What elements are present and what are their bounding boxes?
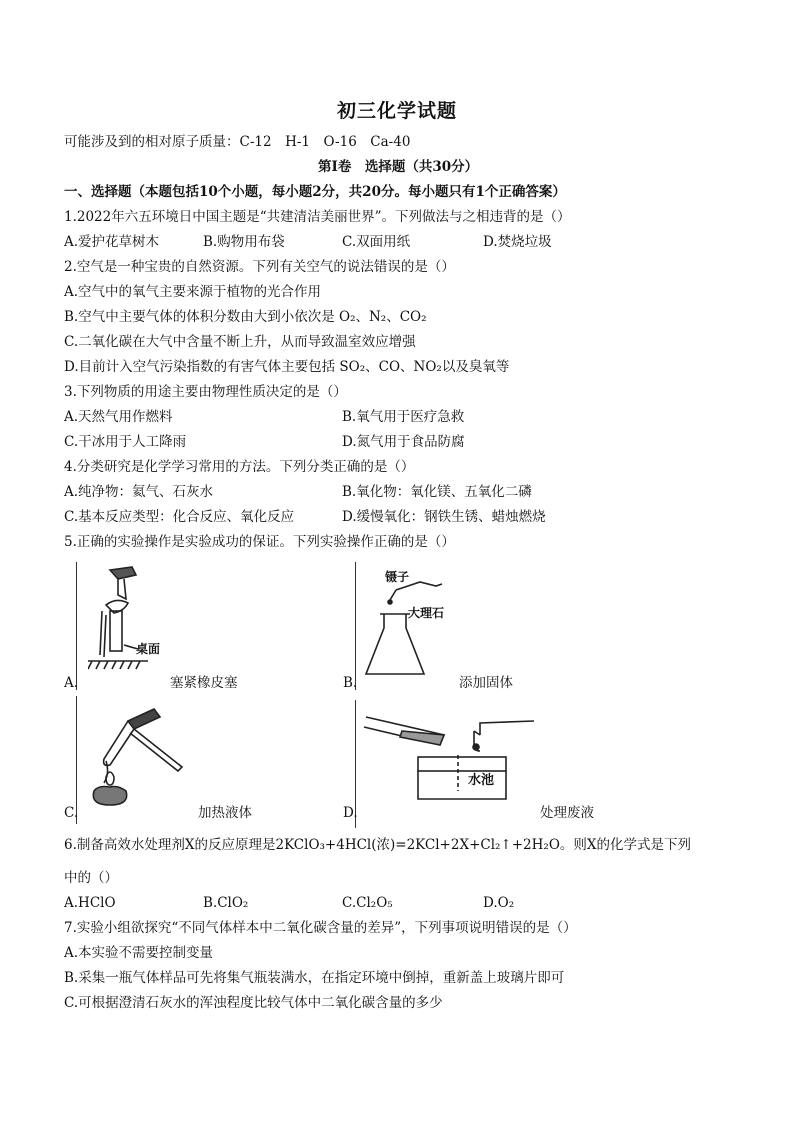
q5-option-d-letter: D. (343, 805, 358, 821)
q4-option-b: B.氧化物：氧化镁、五氧化二磷 (342, 484, 532, 500)
part-one-header: 一、选择题（本题包括10个小题，每小题2分，共20分。每小题只有1个正确答案） (64, 184, 566, 200)
q6-stem-line2: 中的（） (64, 870, 118, 886)
q2-option-c: C.二氧化碳在大气中含量不断上升，从而导致温室效应增强 (64, 334, 416, 350)
q1-option-c: C.双面用纸 (342, 234, 411, 250)
q2-option-a: A.空气中的氧气主要来源于植物的光合作用 (64, 284, 322, 300)
figure-c-heating-illustration (84, 705, 194, 810)
q6-option-a: A.HClO (64, 895, 116, 911)
q5-option-c-caption: 加热液体 (198, 805, 252, 821)
q4-option-c: C.基本反应类型：化合反应、氧化反应 (64, 509, 295, 525)
q6-option-c: C.Cl₂O₅ (342, 895, 393, 911)
figure-a-stopper-illustration (88, 565, 178, 675)
q7-option-c: C.可根据澄清石灰水的浑浊程度比较气体中二氧化碳含量的多少 (64, 995, 443, 1011)
figure-d-label-sink: 水池 (468, 773, 495, 788)
q4-stem: 4.分类研究是化学学习常用的方法。下列分类正确的是（） (64, 459, 415, 475)
q3-stem: 3.下列物质的用途主要由物理性质决定的是（） (64, 384, 347, 400)
q5-option-c-letter: C. (64, 805, 79, 821)
q5-option-a-letter: A. (64, 675, 79, 691)
q4-option-a: A.纯净物：氦气、石灰水 (64, 484, 214, 500)
q7-option-a: A.本实验不需要控制变量 (64, 945, 214, 961)
q6-option-b: B.ClO₂ (203, 895, 249, 911)
figure-b-label-marble: 大理石 (408, 606, 445, 620)
figure-b-flask-illustration (362, 578, 472, 683)
q1-option-d: D.焚烧垃圾 (483, 234, 552, 250)
q7-stem: 7.实验小组欲探究“不同气体样本中二氧化碳含量的差异”，下列事项说明错误的是（） (64, 920, 577, 936)
q3-option-a: A.天然气用作燃料 (64, 409, 173, 425)
q5-option-d-caption: 处理废液 (540, 805, 594, 821)
figure-b-border (355, 562, 356, 690)
q6-option-d: D.O₂ (483, 895, 515, 911)
q5-stem: 5.正确的实验操作是实验成功的保证。下列实验操作正确的是（） (64, 534, 455, 550)
q4-option-d: D.缓慢氧化：钢铁生锈、蜡烛燃烧 (342, 509, 546, 525)
figure-b-label-tweezers: 镊子 (385, 570, 410, 584)
figure-a-label: 桌面 (136, 642, 161, 656)
figure-a-border (76, 562, 77, 690)
q2-stem: 2.空气是一种宝贵的自然资源。下列有关空气的说法错误的是（） (64, 259, 455, 275)
atomic-masses: 可能涉及到的相对原子质量：C-12 H-1 O-16 Ca-40 (64, 134, 411, 150)
q5-option-b-caption: 添加固体 (459, 675, 513, 691)
section-header: 第Ⅰ卷 选择题（共30分） (318, 159, 479, 175)
figure-d-sink-illustration (362, 705, 552, 805)
q2-option-b: B.空气中主要气体的体积分数由大到小依次是 O₂、N₂、CO₂ (64, 309, 427, 325)
q5-option-b-letter: B. (343, 675, 358, 691)
q3-option-b: B.氧气用于医疗急救 (342, 409, 465, 425)
q6-stem-line1: 6.制备高效水处理剂X的反应原理是2KClO₃+4HCl(浓)=2KCl+2X+Cl₂↑+2H₂O。则X的化学式是下列 (64, 837, 692, 853)
q3-option-c: C.干冰用于人工降雨 (64, 434, 187, 450)
q1-stem: 1.2022年六五环境日中国主题是“共建清洁美丽世界”。下列做法与之相违背的是（） (64, 209, 571, 225)
q7-option-b: B.采集一瓶气体样品可先将集气瓶装满水，在指定环境中倒掉，重新盖上玻璃片即可 (64, 970, 565, 986)
q2-option-d: D.目前计入空气污染指数的有害气体主要包括 SO₂、CO、NO₂以及臭氧等 (64, 359, 510, 375)
q3-option-d: D.氮气用于食品防腐 (342, 434, 465, 450)
q1-option-a: A.爱护花草树木 (64, 234, 160, 250)
exam-title: 初三化学试题 (336, 100, 457, 122)
q1-option-b: B.购物用布袋 (203, 234, 285, 250)
q5-option-a-caption: 塞紧橡皮塞 (170, 675, 238, 691)
